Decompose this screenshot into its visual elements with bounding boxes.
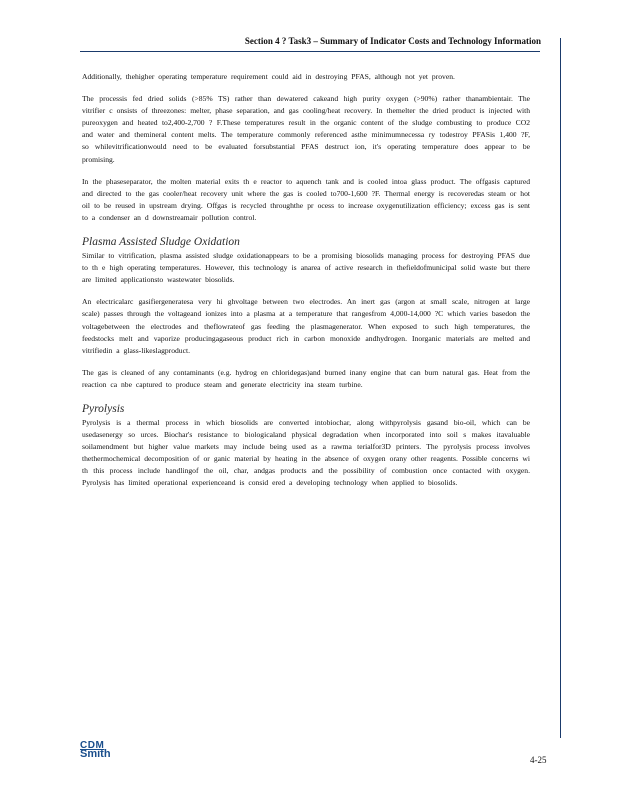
document-body [82,71,530,500]
logo-line-1: CDM [80,740,105,751]
page-number: 4-25 [530,755,547,765]
paragraph-plasma-intro: Similar to vitrification, plasma assisted sludge oxidationappears to be a promising biosolids managing process for destroying PFAS due to th e high operating temperatures. However, this technology is anarea of active research in thefieldofmunicipal solid waste but there are limited applicationsto wastewater biosolids. [82,251,530,285]
paragraph-pyrolysis: Pyrolysis is a thermal process in which biosolids are converted intobiochar, along withpyrolysis gasand bio-oil, which can be usedasenergy so urces. Biochar's resistance to biologicaland physical degradation when incorporated into soil s makes itavaluable soilamendment but higher value markets may include being used as a rawma terialfor3D printers. The pyrolysis process involves thethermochemical decomposition of or ganic material by heating in the absence of oxygen orany other reagents. Possible concerns wi th this process include handlingof the oil, char, andgas products and the possibility of combustion once contacted with oxygen. Pyrolysis has limited operational experienceand is consid ered a developing technology when applied to biosolids. [82,417,530,488]
paragraph-plasma-gas: The gas is cleaned of any contaminants (e.g. hydrog en chloridegas)and burned inany engine that can burn natural gas. Heat from the reaction ca nbe captured to produce steam and generate electricity ina steam turbine. [82,367,530,389]
paragraph-phase-separator: In the phaseseparator, the molten material exits th e reactor to aquench tank and is cooled intoa glass product. The offgasis captured and directed to the gas cooler/heat recovery unit where the gas is cooled to700-1,600 ?F. Thermal energy is recoveredas steam or hot oil to be reused in upstream drying. Offgas is recycled throughthe pr ocess to increase oxygenutilization efficiency; excess gas is sent to a condenser an d downstreamair pollution control. [82,176,530,222]
header-rule [80,51,540,52]
company-logo [80,741,111,759]
paragraph-additionally: Additionally, thehigher operating temperature requirement could aid in destroying PFAS, although not yet proven. [82,72,455,81]
paragraph-plasma-arc: An electricalarc gasifiergeneratesa very hi ghvoltage between two electrodes. An inert gas (argon at small scale, nitrogen at large scale) passes through the voltageand ionizes into a plasma at a temperature that rangesfrom 4,000-14,000 ?C which varies basedon the voltagebetween the electrodes and theflowrateof gas feeding the plasmagenerator. When exposed to such high temperatures, the feedstocks melt and vaporize producingagaseous product rich in carbon monoxide andhydrogen. Inorganic materials are melted and vitrifiedin a glass-likeslagproduct. [82,297,530,355]
logo-line-2: Smith [80,748,111,760]
paragraph-process: The processis fed dried solids (>85% TS) rather than dewatered cakeand high purity oxygen (>90%) rather thanambientair. The vitrifier c onsists of threezones: melter, phase separation, and gas cooling/heat recovery. In themelter the dried product is injected with pureoxygen and heated to2,400-2,700 ? F.These temperatures result in the organic content of the sludge combusting to produce CO2 and water and themineral content melts. The temperature commonly referenced asthe minimumnecessa ry todestroy PFASis 1,400 ?F, so whilevitrificationwould need to be evaluated forsubstantial PFAS destruct ion, it's operating temperature does appear to be promising. [82,94,530,164]
margin-rule [560,38,561,738]
section-heading-plasma: Plasma Assisted Sludge Oxidation [82,236,240,249]
section-heading-pyrolysis: Pyrolysis [82,402,125,415]
page-header: Section 4 ? Task3 – Summary of Indicator Costs and Technology Information [244,36,541,46]
